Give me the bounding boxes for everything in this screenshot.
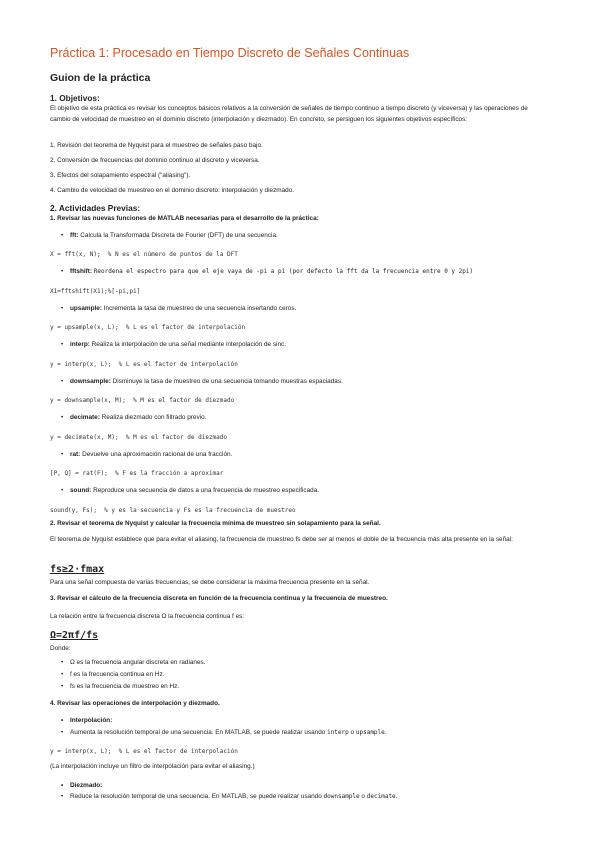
bullet-downsample: [70, 378, 343, 385]
nyquist-text: Para una señal compuesta de varias frecuencias, se debe considerar la máxima frecuencia presente en la señal.: [50, 579, 370, 586]
bullet-decimate: [70, 414, 206, 421]
fn-name-sound: sound:: [70, 487, 92, 494]
period: .: [384, 729, 387, 736]
fn-name-rat: rat:: [70, 451, 81, 458]
diezmado-label: • Diezmado:: [70, 782, 102, 789]
fn-name-fftshift: fftshift:: [70, 268, 93, 275]
donde-item-2: • f es la frecuencia continua en Hz.: [70, 671, 165, 678]
diezmado-desc: [70, 793, 397, 800]
fn-desc-upsample: Incrementa la tasa de muestreo de una secuencia insertando ceros.: [103, 305, 297, 312]
objective-item-4: 4. Cambio de velocidad de muestreo en el dominio discreto: interpolación y diezmado.: [50, 187, 295, 194]
code-upsample: y = upsample(x, L); % L es el factor de interpolación: [50, 324, 246, 331]
diezmado-desc-text: Reduce la resolución temporal de una secuencia. En MATLAB, se puede realizar usando: [70, 793, 324, 800]
diezmado-or: o: [359, 793, 367, 800]
fn-name-fft: fft:: [70, 232, 79, 239]
code-rat: [P, Q] = rat(F); % F es la fracción a aproximar: [50, 470, 224, 477]
prev-activities-heading: 2. Actividades Previas:: [50, 203, 141, 213]
period: .: [395, 793, 398, 800]
donde-item-1: • Ω es la frecuencia angular discreta en radianes.: [70, 659, 206, 666]
question-3-text: La relación entre la frecuencia discreta Ω la frecuencia continua f es:: [50, 613, 245, 620]
diezmado-fn-downsample: downsample: [323, 793, 360, 800]
interpolacion-fn-upsample: upsample: [355, 729, 385, 736]
bullet-upsample: [70, 305, 296, 312]
question-2-text: El teorema de Nyquist establece que para evitar el aliasing, la frecuencia de muestreo fs debe ser al menos el doble de la frecuencia más alta presente en la señal:: [50, 536, 513, 543]
objectives-intro: El objetivo de esta práctica es revisar los conceptos básicos relativos a la conversión de señales de tiempo continuo a tiempo discreto (y viceversa) y las operaciones de cambio de velocidad de muestreo en el dominio discreto (interpolación y diezmado). En concreto, se persiguen los siguientes objetivos específicos:: [50, 105, 528, 123]
code-sound: sound(y, Fs); % y es la secuencia y Fs es la frecuencia de muestreo: [50, 507, 296, 514]
nyquist-formula: fs≥2⋅fmax: [50, 564, 105, 575]
objective-item-2: 2. Conversión de frecuencias del dominio continuo al discreto y viceversa.: [50, 157, 260, 164]
page-title: Práctica 1: Procesado en Tiempo Discreto de Señales Continuas: [50, 46, 410, 60]
bullet-interp: [70, 341, 286, 348]
code-decimate: y = decimate(x, M); % M es el factor de diezmado: [50, 434, 228, 441]
fn-name-decimate: decimate:: [70, 414, 100, 421]
bullet-rat: [70, 451, 232, 458]
code-downsample: y = downsample(x, M); % M es el factor de diezmado: [50, 397, 235, 404]
question-2: 2. Revisar el teorema de Nyquist y calcular la frecuencia mínima de muestreo sin solapamiento para la señal.: [50, 520, 381, 527]
objectives-heading: 1. Objetivos:: [50, 93, 100, 103]
omega-formula: Ω=2πf/fs: [50, 630, 99, 641]
fn-desc-downsample: Disminuye la tasa de muestreo de una secuencia tomando muestras espaciadas.: [112, 378, 343, 385]
donde-item-3: • fs es la frecuencia de muestreo en Hz.: [70, 683, 179, 690]
question-4: 4. Revisar las operaciones de interpolación y diezmado.: [50, 700, 220, 707]
fn-desc-sound: Reproduce una secuencia de datos a una frecuencia de muestreo especificada.: [93, 487, 320, 494]
code-fftshift: X1=fftshift(X1);%[-pi,pi]: [50, 288, 141, 295]
fn-desc-rat: Devuelve una aproximación racional de una fracción.: [82, 451, 233, 458]
code-interp-2: y = interp(x, L); % L es el factor de interpolación: [50, 748, 238, 755]
bullet-fftshift: [70, 268, 473, 275]
section-subtitle: Guion de la práctica: [50, 72, 151, 84]
interpolacion-fn-interp: interp: [327, 729, 349, 736]
fn-name-interp: interp:: [70, 341, 90, 348]
question-1: 1. Revisar las nuevas funciones de MATLAB necesarias para el desarrollo de la práctica:: [50, 215, 319, 222]
donde-label: Donde:: [50, 645, 71, 652]
question-3: 3. Revisar el cálculo de la frecuencia discreta en función de la frecuencia continua y la frecuencia de muestreo.: [50, 595, 388, 602]
interpolacion-desc-text: Aumenta la resolución temporal de una secuencia. En MATLAB, se puede realizar usando: [70, 729, 328, 736]
objective-item-1: 1. Revisión del teorema de Nyquist para el muestreo de señales paso bajo.: [50, 142, 263, 149]
fn-desc-interp: Realiza la interpolación de una señal mediante interpolación de sinc.: [91, 341, 286, 348]
bullet-sound: [70, 487, 319, 494]
interp-note: (La interpolación incluye un filtro de interpolación para evitar el aliasing.): [50, 763, 255, 770]
fn-desc-decimate: Realiza diezmado con filtrado previo.: [101, 414, 207, 421]
interpolacion-label: • Interpolación:: [70, 717, 112, 724]
fn-name-downsample: downsample:: [70, 378, 111, 385]
fn-name-upsample: upsample:: [70, 305, 102, 312]
objective-item-3: 3. Efectos del solapamiento espectral ("aliasing").: [50, 172, 191, 179]
code-fft: X = fft(x, N); % N es el número de puntos de la DFT: [50, 251, 238, 258]
diezmado-fn-decimate: decimate: [366, 793, 396, 800]
interpolacion-or: o: [348, 729, 356, 736]
fn-desc-fftshift: Reordena el espectro para que el eje vaya de -pi a pi (por defecto la fft da la frecuencia entre 0 y 2pi): [93, 268, 474, 275]
bullet-fft: [70, 232, 278, 239]
interpolacion-desc: [70, 729, 387, 736]
fn-desc-fft: Calcula la Transformada Discreta de Fourier (DFT) de una secuencia.: [80, 232, 278, 239]
code-interp: y = interp(x, L); % L es el factor de interpolación: [50, 361, 238, 368]
